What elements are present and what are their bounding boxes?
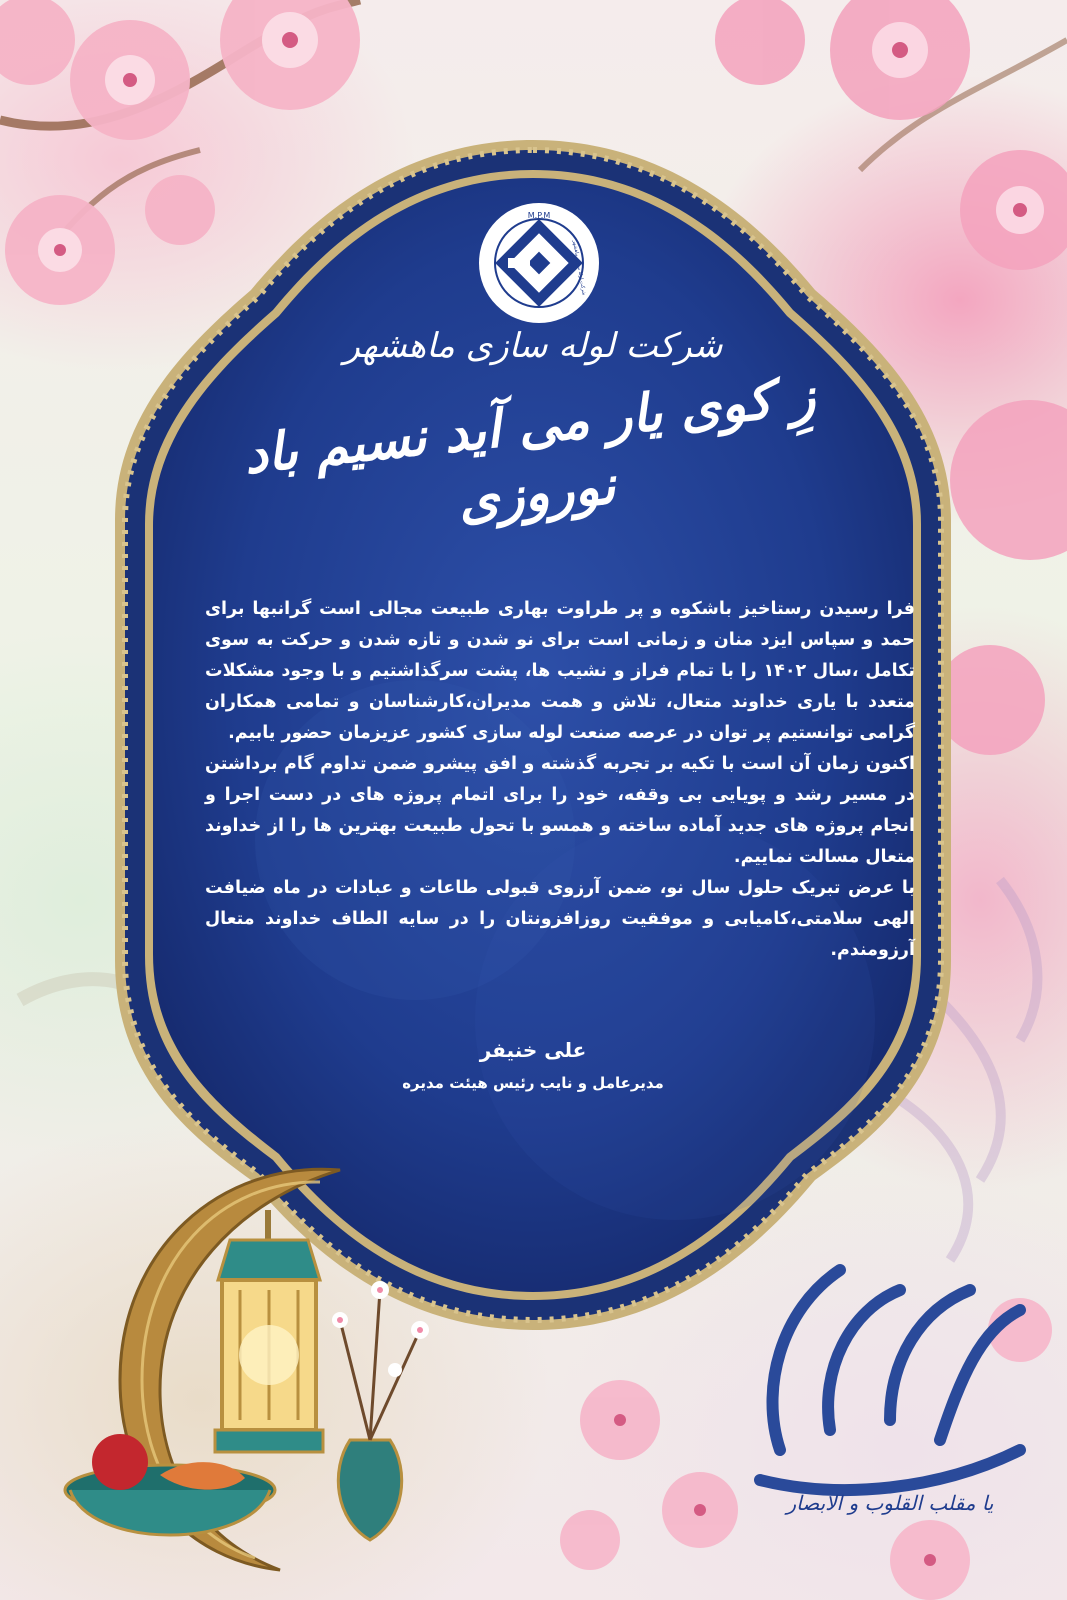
company-name: شرکت لوله سازی ماهشهر (343, 326, 723, 366)
logo-ring-text: شرکت لوله سازی ماهشهر (571, 239, 587, 296)
lantern-crescent-illustration (50, 1140, 480, 1580)
message-paragraph: با عرض تبریک حلول سال نو، ضمن آرزوی قبولی طاعات و عبادات در ماه ضیافت الهی سلامتی،کامیابی و موفقیت روزافزونتان را در سایه الطاف خداوند متعال آرزومندم. (205, 878, 915, 960)
message-paragraph: اکنون زمان آن است با تکیه بر تجربه گذشته و افق پیشرو ضمن تداوم گام برداشتن در مسیر رشد و پویایی بی وقفه، خود را برای اتمام پروژه های در دست اجرا و انجام پروژه های جدید آماده ساخته و همسو با تحول طبیعت بهترین ها را از خداوند متعال مسالت نماییم. (205, 754, 915, 867)
lantern-icon (215, 1210, 323, 1452)
logo-label: M.P.M (527, 211, 551, 220)
calligraphy-roundel (720, 1190, 1050, 1520)
vase-icon (332, 1281, 429, 1540)
message-paragraph: فرا رسیدن رستاخیز باشکوه و پر طراوت بهاری طبیعت مجالی است گرانبها برای حمد و سپاس ایزد منان و زمانی است برای نو شدن و تازه شدن و حرکت به سوی تکامل ،سال ۱۴۰۲ را با تمام فراز و نشیب ها، پشت سرگذاشتیم و با وجود مشکلات متعدد با یاری خداوند متعال، تلاش و همت مدیران،کارشناسان و تمامی همکاران گرامی توانستیم پر توان در عرصه صنعت لوله سازی کشور عزیزمان حضور یابیم. (205, 599, 915, 743)
message-body (205, 594, 915, 966)
company-logo (478, 202, 600, 324)
headline-calligraphy: زِ کوی یار می آید نسیم باد نوروزی (241, 365, 818, 532)
signer-name: علی خنیفر (479, 1038, 587, 1062)
signer-title: مدیرعامل و نایب رئیس هیئت مدیره (402, 1074, 664, 1092)
calligraphy-text: یا مقلب القلوب و الابصار (786, 1491, 994, 1515)
